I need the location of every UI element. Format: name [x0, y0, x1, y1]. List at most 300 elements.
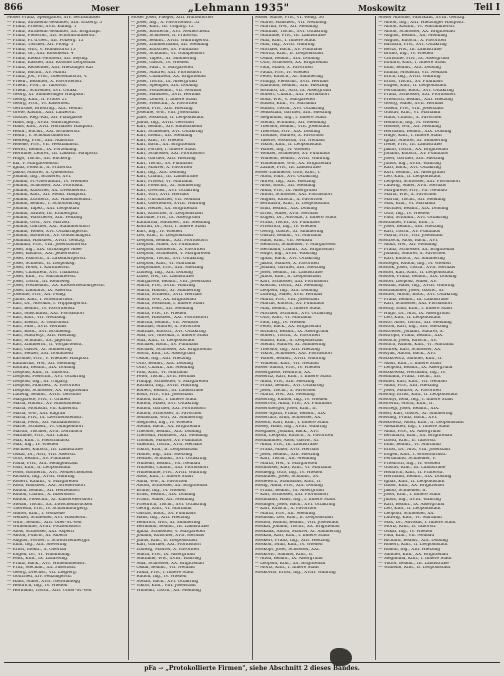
directory-entry: — Karl, Elektr., X. Gudrunstr.: [7, 320, 70, 325]
directory-entry: Moskau, Karl, Kfm., I. Innere Stadt: [254, 534, 330, 539]
directory-entry: Moskoff, Iwan, Kfm., IV. Wieden: [254, 543, 323, 548]
directory-entry: — Ernst, Dr., Arzt, VIII. Josefstadt: [378, 447, 451, 452]
directory-entry: Moskert, Franz, Ing., XIII. Hietzing: [254, 538, 330, 543]
directory-entry: — Thomas, Maurer, XV. Fünfhaus: [130, 438, 202, 443]
directory-entry: — Rudolf, Beamt., XII. Hetzendorf: [7, 488, 80, 493]
directory-entry: — Max, Ing., XVIII. Währing: [254, 43, 315, 48]
directory-entry: — Hans, Kfm., VII. Neubau: [254, 238, 313, 243]
directory-entry: — Maria, Priv., IX. Liechtensteinstr.: [7, 416, 83, 421]
directory-entry: — Josef, Maurer, XXI. Floridsdorf: [130, 70, 202, 75]
directory-entry: — Siegfried, Ing., IV. Wieden: [130, 420, 193, 425]
directory-entry: Mosmann, Franz, Tischl., XII.: [378, 375, 442, 380]
directory-entry: — Helene, Priv., VII. Westbahnstr.: [7, 143, 80, 148]
directory-entry: Mosurek, Karl, Schlosser, XX.: [378, 347, 442, 352]
directory-entry: — Karl, Beamt., XIV. Rudolfsheim: [130, 125, 203, 130]
directory-entry: — Stefan, Bäck., XVI. Ottakring: [130, 579, 199, 584]
directory-entry: Moser-Spath, Franz, Beamt., XIX.: [254, 411, 327, 416]
directory-entry: — Paul, Maler, X. Favoriten: [254, 66, 313, 71]
directory-entry: — Johann, Kutscher, XVII. Hernals: [130, 534, 205, 539]
directory-entry: — Peter, Tischl., XVII. Hernals: [130, 375, 196, 380]
directory-entry: — Wilhelmine, Priv., XVIII. Währing: [130, 470, 207, 475]
directory-entry: — Josef, Kutscher, XV. Fünfhaus: [130, 47, 199, 52]
page-header: [4, 2, 500, 14]
directory-entry: — Karl, Heizer, XXI. Donaufeld: [7, 352, 73, 357]
directory-entry: — Rudolf, Ing., XIII. Hietzing: [378, 547, 441, 552]
directory-entry: — Julius, Ing., XVIII. Gersthof: [130, 120, 195, 125]
directory-entry: Moserová, Anna, Priv., XV. Fünfhaus: [254, 402, 332, 407]
directory-entry: — Paul, Schuhm., XVI. Ottakring: [378, 216, 448, 221]
directory-entry: — Richard, Ing., XVIII. Währing: [130, 384, 199, 389]
directory-entry: Mostsch, Josef, Kutsch., XV.: [378, 338, 437, 343]
directory-entry: — Georg, Kfm., VI. Mariahilf: [130, 507, 192, 512]
directory-entry: — Johann, Zuckerb., XX. Wallensteinstr.: [7, 197, 92, 202]
directory-entry: — Hermann, Beamt., XIX. Döbling: [378, 475, 452, 480]
directory-entry: Moszkowski, Hermann, Ing., IV.: [378, 370, 446, 375]
directory-entry: — August, Beamt., XII. Meidling: [378, 34, 448, 39]
directory-entry: — Johann, Sattler, III. Erdbergstr.: [7, 211, 79, 216]
directory-entry: Mostegel, Rudolf, Ing., IV. Wieden: [378, 261, 451, 266]
directory-entry: — Bernhard, Kfm., II. Leopoldstadt: [254, 202, 330, 207]
directory-entry: — Hans, Ing., XIII. Hietzing: [130, 516, 190, 521]
directory-entry: — Marie, Schneid., VI. Gumpendorf: [7, 425, 84, 430]
directory-entry: — Johann, Weber, XVI. Ottakringerstr.: [7, 229, 89, 234]
directory-entry: — Hermann, Beamt., XIX. Döbling: [378, 129, 452, 134]
directory-entry: — Grete, Kaufm., XIII. Linzerstr.: [7, 111, 76, 116]
directory-entry: — Gisela, Priv., VIII. Josefstadt: [378, 106, 444, 111]
directory-entry: Mosertarz, Emil, Schlosser, XX.: [254, 416, 322, 421]
directory-entry: — August, Kutsch., X. Favoriten: [254, 197, 323, 202]
directory-entry: — Leo, Kfm., II. Leopoldstadt: [378, 507, 441, 512]
directory-entry: — Robert, Kfm., II. Leopoldstadt: [378, 543, 448, 548]
directory-entry: — Wilhelm, Kfm., VII. Neubau: [254, 361, 319, 366]
directory-entry: — Josefine, Ww., VIII. Josefstadt: [130, 111, 200, 116]
directory-entry: — Georg, Kfm., II. Prater 21: [7, 97, 68, 102]
directory-entry: — Maria, Ww., XX. Brigittenau: [130, 297, 196, 302]
directory-entry: Moster, Leopold, Maler, XV.: [378, 279, 437, 284]
directory-entry: — Kurt, Ing., IV. Wieden: [130, 229, 183, 234]
directory-entry: — Max, Kfm., VI. Mariahilf: [378, 202, 436, 207]
directory-entry: — Franz, Schlosser, XX. Brigittenau: [378, 247, 455, 252]
directory-entry: — Karl, Schneider, XVI. Ottakring: [130, 129, 203, 134]
directory-entry: — Franz, Schlosser, XXI. Floridsdorf: [378, 93, 456, 98]
directory-entry: — Karl, Drechsl., XVI. Ottakring: [130, 188, 200, 193]
directory-entry: — Julius, Kfm., II. Leopoldstadt: [254, 275, 322, 280]
directory-entry: — Eugen, Dr., VI. Windmühlg.: [7, 552, 71, 557]
directory-entry: — Otto, Beamt., XIX. Döbling: [130, 361, 194, 366]
directory-entry: — Karl, Tischl., XII. Meidling: [254, 457, 317, 462]
directory-entry: — August, Kutsch., X. Favoriten: [378, 38, 447, 43]
directory-entry: — Ludwig, Maler, XVII. Hernals: [378, 184, 447, 189]
directory-entry: — Josef, Schuhm., VI. Gumpendorf: [130, 52, 205, 57]
directory-entry: — Friedrich, Beamt., XIII. Hietzing: [378, 97, 453, 102]
directory-entry: — Johann, Bäckerm., XV. Goldschlagstr.: [7, 234, 92, 239]
directory-entry: — Samuel, Kfm., XX. Brigittenau: [378, 552, 448, 557]
directory-entry: — Maria, Hausfr., XV. Rudolfsheim: [7, 402, 81, 407]
directory-entry: — Max, Ing., IV. Wieden: [7, 443, 59, 448]
directory-entry: — Georg, XI. Simmeringer Hauptstr.: [7, 93, 85, 98]
directory-entry: — Leopold, Ing., XIX. Döbling: [254, 288, 318, 293]
directory-entry: — Margarete, Priv., I. Graben: [7, 397, 71, 402]
directory-entry: — Viktor, Kfm., II. Leopoldstadt: [130, 447, 198, 452]
directory-entry: — Leopold, Schneider, XX.: [378, 511, 435, 516]
directory-entry: — Leopoldine, Priv., XIII. Hietzing: [130, 266, 204, 271]
directory-entry: — Marie, Hausbes., XXI. Floridsdorf: [130, 316, 209, 321]
directory-entry: — Katharina, Hausbes., XII. Meidling: [130, 220, 211, 225]
directory-entry: — Karl, Kutsch., XI. Simmering: [378, 256, 445, 261]
directory-entry: — Michael, Schlosser, XX. Brigittenau: [130, 347, 212, 352]
directory-entry: Mosh, Leopold, Kutsch., X. Favoriten: [254, 434, 334, 439]
directory-entry: — Moriz, Kfm., II. Taborstr.: [378, 525, 437, 530]
directory-entry: Mosimann, Hans, Ing., I. Innere Stadt: [254, 497, 336, 502]
directory-entry: — Franz, Friseur, XVII. Kulmg. 1: [7, 25, 77, 30]
directory-entry: — Johann, Maurer, X. Favoriten: [378, 252, 446, 257]
directory-entry: — Adolf, Kfm., I. Innere Stadt: [378, 361, 442, 366]
directory-entry: — Rosa, Hausbes., XXI. Strebersdorf: [7, 484, 86, 489]
directory-entry: — Eugen, Kfm., I. Rotenturmstr.: [378, 452, 447, 457]
directory-entry: — Karl, Maschinist, XXI. Floridsdorf: [7, 311, 85, 316]
directory-entry: — Maria, Hausfr., XI. Simmering: [130, 288, 201, 293]
directory-entry: Moser Josef, Pfleger, XIII. Hütteldorfer: [130, 16, 214, 20]
directory-entry: — Ludwig, Kfm., VI. Mariahilf: [378, 516, 442, 521]
directory-entry: — Helene, Ww., XII. Meidling: [378, 125, 441, 130]
directory-entry: — Heinrich, Wirt, XI. Simmering: [130, 520, 201, 525]
directory-entry: — Konrad, Tischl., XII. Meidling: [254, 284, 323, 289]
directory-entry: Mosuch, Rudolf, Kfm., VI. Mariahilf: [378, 343, 454, 348]
directory-entry: — Leo, Kfm., II. Leopoldstadt: [130, 234, 194, 239]
directory-entry: — Leopold, Fleischh., XVI. Ottakring: [7, 375, 86, 380]
directory-entry: — Viktor, Schlosser, XXI. Floridsdorf: [254, 352, 333, 357]
directory-entry: — Georg, Maler, XVII. Hernals: [378, 102, 444, 107]
directory-entry: — Karl, Bäck., XVI. Brunneng.: [7, 329, 72, 334]
directory-entry: — Peter, Bäckerm., XVI. Neulerchenfeld: [7, 470, 93, 475]
directory-entry: Mosowitz, Moriz, Kfm., II.: [378, 402, 434, 407]
column-2: [129, 16, 253, 660]
directory-entry: — Leopold, Kfm., II. Taborstr.: [7, 370, 70, 375]
column-3: [253, 16, 377, 660]
directory-entry: — Hans, Ing., XVIII. Währingerstr.: [7, 120, 81, 125]
directory-entry: — Mathilde, Ww., XVIII. Währing: [130, 557, 202, 562]
directory-entry: — Franz, Reisender, XIII. Hietzinger Kai: [7, 66, 93, 71]
directory-entry: Mosriegl, Josef, Beamt., XIX.: [378, 407, 440, 412]
directory-entry: — Josef, Gastw., IV. Wieden: [130, 61, 189, 66]
directory-entry: — Robert, Beamt., III. Landstraße: [130, 388, 204, 393]
directory-entry: — Katharina, Ww., XII. Meidling: [7, 361, 76, 366]
directory-entry: — Ernst, Elektr., X. Oberlaa: [7, 547, 67, 552]
directory-entry: — Ernst, Beamt., XIX. Döbling: [130, 493, 196, 498]
directory-entry: — Gustav, Kfm., III. Landstraße: [378, 466, 446, 471]
directory-entry: — Anton, Schlosser, XX. Brigittenau: [378, 29, 455, 34]
directory-entry: — Emil, Beamt., XIX. Döbling: [254, 206, 318, 211]
directory-entry: — Josef, Tischl., III. Rennweg: [7, 279, 70, 284]
directory-entry: — Erich, Ing., XVIII. Währing: [378, 75, 441, 80]
left-headword: Moser: [91, 3, 120, 13]
directory-entry: — Margarete, Priv., VII. Neubau: [378, 188, 448, 193]
directory-entry: — Alois, Bäck., XII. Meidling: [254, 184, 316, 189]
directory-entry: — Josef, Spengler, XIX. Döbling: [130, 84, 198, 89]
directory-entry: — Leopold, Fahrbed., X. Favoriten: [7, 384, 80, 389]
directory-entry: Mosto, Alois, Tischl., XII. Meidling: [378, 320, 452, 325]
directory-entry: — Walter, Beamt., XVIII. Währing: [254, 357, 326, 362]
directory-entry: — Julius, Ing., XVIII. Währing: [378, 161, 441, 166]
directory-entry: — Michael, Bäck., XV. Fünfhaus: [130, 343, 199, 348]
directory-entry: — Friedrich, Tischl., XVI. Ottakring: [130, 502, 207, 507]
directory-entry: — Leopold, Maler, XV. Fünfhaus: [130, 243, 199, 248]
directory-entry: Moston, Karl, Ing., XIII. Hietzing: [378, 325, 449, 330]
directory-entry: — Jakob, Maurer, X. Favoriten: [254, 261, 319, 266]
directory-entry: — Philipp, Fleischh., XVII. Hernals: [254, 79, 329, 84]
directory-entry: — Siegmund, Ing., I. Innere Stadt: [254, 116, 327, 121]
directory-entry: — Karl, Heizer, XX. Brigittenau: [130, 206, 198, 211]
directory-entry: Mosonyi, Béla, Ing., I. Innere Stadt: [378, 397, 454, 402]
directory-entry: — Stefan, Bäck., XX. Brigittenau: [130, 425, 201, 430]
directory-entry: — Maria, Modistin, VII. Kaiserstr.: [7, 407, 79, 412]
directory-entry: Mostowiec, Johann, Maurer, X.: [378, 329, 445, 334]
directory-entry: — Karl, Bäck., XVI. Ottakring: [378, 166, 441, 171]
directory-entry: — Ludwig, Beamt., XVIII. Gersthof: [7, 393, 81, 398]
directory-entry: Mossing, Franz, Bäck., XVI.: [378, 416, 438, 421]
directory-entry: — Maria, Pens., XII. Meidling: [130, 307, 194, 311]
directory-entry: — Hermann, Tischl., XIII. Unter-St.-Veit: [7, 588, 92, 593]
directory-entry: — Karl, Beamt., IV. Favoritenstr.: [7, 307, 76, 311]
directory-entry: — Theodor, Beamt., VIII. Josefstadt: [254, 125, 330, 130]
directory-entry: — Johann, Kfm., XII. Meidl. Hauptstr.: [7, 193, 87, 198]
directory-entry: — Franz, Gr., XXI. Koloniestr. 4: [7, 52, 74, 57]
directory-entry: — Hugo, Tischl., XII. Ruckerg.: [7, 156, 72, 161]
directory-entry: — Moritz, Kfm., II. Leopoldstadt: [254, 52, 324, 57]
directory-entry: — Siegmund, Kfm., I. Innere Stadt: [378, 557, 452, 562]
directory-entry: — Viktor, Kfm., II. Leopoldstadt: [254, 143, 322, 148]
directory-entry: — Josef, Ing., X. Favoritenstr. 55: [130, 20, 200, 25]
directory-entry: — Maria, Ww., X. Favoriten: [378, 193, 437, 198]
directory-entry: — Wilhelm, Kfm., II. Leopoldstadt: [378, 566, 451, 571]
directory-entry: — Franz, Kassier, XXI. Kolonie Leopoldau: [7, 61, 96, 66]
directory-entry: — Josef, Kfm., VI. Mariahilferstr.: [7, 275, 77, 280]
directory-entry: — Max, Dr., Advokat, I. Innere Stadt: [130, 334, 209, 339]
directory-entry: — Philipp, Schneider, V. Margareten: [130, 379, 209, 384]
directory-entry: — Otto, Kfm., VI. Mariahilf: [254, 316, 312, 321]
directory-entry: — Hans, Kfm., XVII. Hernalser Hauptstr.: [7, 125, 94, 130]
directory-entry: — Josef, Chauffeur, XVI. Thaliastr.: [7, 270, 80, 275]
directory-entry: — Ernst, Maler, XVII. Hernals: [254, 211, 319, 216]
directory-entry: — Rudolf, Gärtner, XXI. Floridsdorf: [130, 407, 206, 412]
directory-entry: — Viktor, Kfm., VIII. Josefstadt: [130, 584, 196, 589]
directory-entry: — Karl, Ing., XIX. Döbling: [130, 170, 186, 175]
directory-entry: — Sebastian, Gärtner, XIII. Hietzing: [254, 111, 332, 116]
directory-entry: — Josef, Beamt., XIII. Hietzing: [254, 452, 320, 457]
directory-entry: — Johann, Wäscherei, XIII. Penzing: [7, 216, 83, 221]
directory-entry: — Josef, Tischl., X. Favoriten: [254, 388, 316, 393]
directory-entry: — Ignaz, Bäck., XVI. Ottakring: [254, 256, 320, 261]
directory-entry: Mosinger, Josef, Bäck., XVI. Ottakring: [254, 502, 336, 507]
directory-entry: — Anton, Fuhrw., XI. Albern: [7, 534, 67, 539]
directory-entry: — Walter, Ing., XIII. Hietzing: [130, 452, 193, 457]
directory-entry: — Heinrich, Ing., IV. Wieden: [378, 120, 439, 125]
directory-entry: — Alfred, Ing., XIII. Hietzing: [254, 179, 316, 184]
directory-entry: — Rudolf, Chauff., X. Inzersdorf: [7, 493, 75, 498]
directory-entry: — Max, Kfm., I. Fleischmarkt: [7, 438, 70, 443]
directory-title: „Lehmann 1935": [187, 2, 290, 14]
directory-entry: Mosig, Anna, Priv., XIX. Döbling: [254, 484, 323, 489]
directory-entry: Moskovits, Ernst, Ing., XVIII. Währing: [254, 570, 336, 575]
directory-entry: — Maria, Priv., XVIII. Währing: [130, 284, 196, 289]
directory-entry: — Friedr., Prof., II. Taborstr.: [7, 84, 68, 89]
directory-entry: — Marie, Hausbes., VII. Neubaug.: [254, 20, 328, 25]
directory-entry: — Heinrich, Kfm., II. Praterstr.: [378, 470, 444, 475]
directory-entry: Mostbauer, Franz, Kfm., I.: [378, 220, 435, 225]
directory-entry: — Barbara, Priv., XVI. Ottakring: [378, 43, 447, 48]
directory-entry: — Martin, Tischler, XVII. Dornbach: [7, 429, 83, 434]
directory-entry: — Eugen, Kfm., II. Leopoldstadt: [378, 84, 447, 89]
directory-entry: — Michael, Beamt., XIX. Döbling: [378, 206, 449, 211]
directory-entry: — Karl, Schlosser, XXI. Floridsdorf: [254, 493, 329, 498]
directory-entry: — Eugen, Dr., Advokat, I. Innere Stadt: [254, 216, 337, 221]
directory-entry: — Leopold, Schneider, V. Margareten: [130, 252, 211, 257]
directory-entry: — Anna, Ww., X. Favoriten: [130, 479, 188, 484]
directory-entry: — Josef, Maurer, X. Favoriten: [378, 388, 441, 393]
directory-entry: — Robert, Chauff., XXI. Floridsdorf: [254, 93, 330, 98]
directory-entry: — Karl, Zimmerm., II. Vorgartenstr.: [7, 343, 83, 348]
directory-entry: — Julius, Ing., XVIII. Währing: [378, 497, 441, 502]
directory-entry: — Otto, Chauff., XII. Meidling: [130, 366, 195, 371]
directory-entry: — Karl, Maurer, X. Favoriten: [130, 166, 193, 171]
directory-entry: — Theodor, Beamt., XIX. Döbling: [130, 429, 202, 434]
directory-entry: Mosten, Franz, Beamt., XIX. Döbling: [378, 275, 457, 280]
directory-entry: — Bruno, Ing., IV. Wieden: [130, 488, 186, 493]
directory-entry: — Ferdinand, Bäck., XVI. Ottakring: [378, 88, 454, 93]
directory-entry: — Leopold, Beamt., IX. Alsergrund: [378, 366, 453, 371]
directory-entry: — Julius, Kfm., I. Rotenturmstr.: [7, 297, 74, 302]
directory-entry: — Rudolf, Kfm., I. Innere Stadt: [130, 397, 197, 402]
directory-entry: — Karl, Uhrmacher, VII. Neubau: [130, 197, 201, 202]
directory-entry: — Karoline, Priv., V. Wiedner Hauptstr.: [7, 357, 90, 362]
directory-entry: Moskovic, Samuel, Kfm., II.: [254, 552, 314, 557]
page-footer: pFa → „Protokollierte Firmen", siehe Abschnitt 2 dieses Bandes.: [4, 662, 500, 675]
directory-entry: — Maria, Priv., IV. Wieden: [130, 311, 187, 316]
directory-entry: — Stefan, Schuhm., XII. Meidling: [254, 120, 326, 125]
directory-entry: — Karl, Schlosser, XXI. Floridsdorf: [378, 302, 453, 307]
directory-entry: — Fritz, Mechan., XX. Pasettistr.: [7, 566, 77, 571]
directory-entry: — Konrad, Beamt., XIX. Döbling: [7, 366, 76, 371]
directory-entry: — Mathias, Maurer, X. Favoriten: [130, 325, 201, 330]
directory-entry: — Anton, Schlosser, XX. Brigittenau: [130, 484, 208, 489]
directory-entry: — Josef, Ing., XIX. Grinzinger Allee: [7, 247, 82, 252]
directory-entry: — Raimund, Beamt., XIII. Hietzing: [254, 84, 329, 89]
directory-entry: — Karl, Bäck., XX. Brigittenau: [130, 143, 196, 148]
directory-entry: — Karl, Kutscher, II. Leopoldstadt: [130, 211, 204, 216]
directory-entry: — Karl, Maurerp., XIII. Hietzing: [7, 334, 76, 339]
directory-entry: — Wenzel, Schuhm., XVI. Ottakring: [130, 457, 207, 462]
directory-entry: — Anna, Priv., IX. Alsergrund: [254, 188, 317, 193]
directory-entry: Mosiewicz, Stanislaus, Kfm., II.: [254, 479, 322, 484]
directory-entry: — Gustav, Beamt., VI. Mariahilf: [254, 234, 322, 239]
directory-entry: — Jakob, Maurer, X. Quellenstr.: [7, 170, 75, 175]
directory-entry: — Josef, Gärtner, XIII. Hietzing: [378, 156, 445, 161]
directory-entry: — Hermine, Lehrer., III. Landstr. Hauptstr.: [7, 152, 99, 157]
directory-entry: — Johann, Fl.-Oberamtm., IV. Wiedner: [7, 179, 89, 184]
directory-entry: — Karl, Portier, I. Innere Stadt: [130, 147, 196, 152]
directory-entry: — Franz, Buchh., XV. Markt: [7, 70, 67, 75]
directory-entry: — Paula, Priv., XIX. Heiligenstadt: [7, 461, 78, 466]
directory-entry: — Otto, Ing., IV. Wieden: [378, 211, 430, 216]
directory-entry: — Josef, Beamt., III. Landstraße: [254, 270, 323, 275]
directory-entry: — Leopold, Tischl., XVI. Ottakring: [130, 256, 204, 261]
directory-entry: — Robert, Kaufm., V. Margareten: [7, 479, 79, 484]
directory-entry: Moshäuser, Karl, Kfm., VI. Mariahilf: [254, 466, 332, 471]
directory-entry: — Otto, Schlosser, XX. Brigittenau: [254, 61, 328, 66]
directory-entry: — Moriz, Kfm., IX. Alsergrund: [130, 352, 196, 357]
directory-entry: — Heinrich, Schneider, V. Margareten: [254, 243, 336, 248]
directory-entry: Moskowitz, Adolf, Kfm., II. Leopoldstadt: [378, 420, 464, 425]
directory-entry: — Walter, Ing., IV. Wieden: [254, 147, 310, 152]
directory-entry: — Richard, Ing., XVIII. Währing: [7, 475, 75, 480]
directory-entry: — Hugo, Kfm., I. Innere Stadt: [378, 134, 442, 139]
directory-entry: — Martha, Ww., XII. Meidling: [254, 25, 318, 30]
directory-entry: — Isidor, Kfm., XX. Brigittenau: [378, 484, 444, 489]
directory-entry: Mosthammer, Josef, Gastw., XI.: [378, 288, 445, 293]
directory-entry: — Alois, Schlosser, XXI. Aspern: [7, 529, 74, 534]
directory-entry: Mosony, Ernst, Kfm., II. Leopoldstadt: [378, 393, 458, 398]
directory-entry: Moser-Simon, Priv., IV. Wieden: [254, 366, 321, 371]
directory-entry: — Anna, Ww., XII. Meidling: [378, 243, 437, 248]
directory-entry: — Karl, Gastw., XI. Simmering: [7, 347, 72, 352]
directory-entry: — Kurt, Beamt., IX. Alsergrund: [378, 170, 445, 175]
directory-entry: — Irene, Priv., III. Landstraße: [378, 143, 442, 148]
directory-entry: — Wenzel, Schneider, XVI. Hasnerstr.: [7, 516, 87, 521]
directory-entry: Mosión, Rudolf, Beamt., VIII. Josefstadt: [254, 520, 339, 525]
directory-entry: — Maria, Priv., VIII. Josefstadt: [254, 297, 320, 302]
directory-entry: — Leopold, Bäckerm., X. Favoriten: [130, 247, 205, 252]
directory-entry: — Theodor, Ing., XIII. Hietzing: [254, 347, 320, 352]
directory-entry: — Bernhard, Kfm., XX. Brigittenau: [378, 434, 453, 439]
directory-entry: — Gustav, Kfm., VI. Mariahilf: [378, 111, 441, 116]
directory-entry: — Mathilde, Priv., III. Landstraße: [254, 34, 326, 39]
directory-entry: — Rosa, Priv., VIII. Josefstadt: [130, 393, 194, 398]
directory-entry: — Karl, Schlosser, XXI. Floridsdorf: [254, 279, 329, 284]
directory-entry: — Theresia, Hausbes., XII. Meidling: [130, 434, 208, 439]
directory-entry: — Karl, Schuhm., XX. Jägerstr.: [7, 338, 73, 343]
directory-entry: Mosersberger, Josef, Kfm., II.: [254, 407, 317, 412]
directory-entry: — Gustav, Reg.-Rat, XII. Pfalzgasse: [7, 116, 83, 121]
directory-entry: — Josef, Fleischh., X. Favoriten: [130, 102, 198, 107]
directory-entry: — Moriz, Kfm., I. Innere Stadt: [254, 566, 319, 571]
directory-entry: — Max, Kfm., II. Leopoldstadt: [130, 338, 195, 343]
directory-entry: — Emil, Ing., XIX. Sievering: [7, 543, 67, 548]
directory-entry: Mosyak, Anton, Bäck., XVI.: [378, 352, 437, 357]
directory-entry: — Richard, Beamt., IX. Alsergrund: [254, 329, 329, 334]
directory-entry: — Peter, Kutsch., XI. Simmering: [254, 75, 323, 80]
directory-entry: — Leopold, Kfm., VI. Mariahilf: [130, 261, 196, 266]
directory-entry: Mosey, Hans, Ing., XVIII. Währing: [254, 425, 327, 430]
directory-entry: — Richard, Beamt., XIX. Döbling: [378, 538, 449, 543]
directory-entry: — Anton, Kaufm., VI. Mariahilferstr.: [378, 25, 456, 30]
directory-entry: — Oskar, Beamt., VII. Neubau: [130, 566, 195, 571]
directory-entry: — Julie, Modistin, II. Leopoldstadt: [130, 116, 204, 121]
directory-entry: — Josef, Tapez., XI. Simmering: [130, 56, 197, 61]
directory-entry: — Stefan, Tischl., XX. Zwischenbrücken: [7, 502, 93, 507]
directory-entry: — Martin, Kutsch., XV. Fünfhaus: [254, 302, 324, 307]
header-rule: [4, 14, 500, 15]
directory-entry: — Josef, Fabr., V. Margareten: [130, 66, 193, 71]
directory-entry: — Anna, Priv., XIII. Hietzing: [254, 379, 315, 384]
directory-entry: — Valentin, Tischl., XVII. Hernals: [130, 443, 202, 448]
directory-entry: — Theresia, Priv., IV. Schaumburgerg.: [7, 507, 89, 512]
directory-entry: — Josef, Tischl., IX. Alsergrund: [130, 79, 197, 84]
directory-entry: — Anton, Ing., XIII. Hietzinger Hauptstr.: [378, 20, 465, 25]
directory-entry: — Friedr., Schreiner, XVI. Ottakr.: [7, 88, 78, 93]
directory-entry: — Johann, Schlosser, XXI. Floridsdf.: [7, 184, 84, 189]
directory-entry: — Maria, Schneid., XVII. Hernals: [130, 293, 202, 298]
directory-entry: — Anton, Schlosser, XXI. Floridsdorf: [254, 193, 333, 198]
